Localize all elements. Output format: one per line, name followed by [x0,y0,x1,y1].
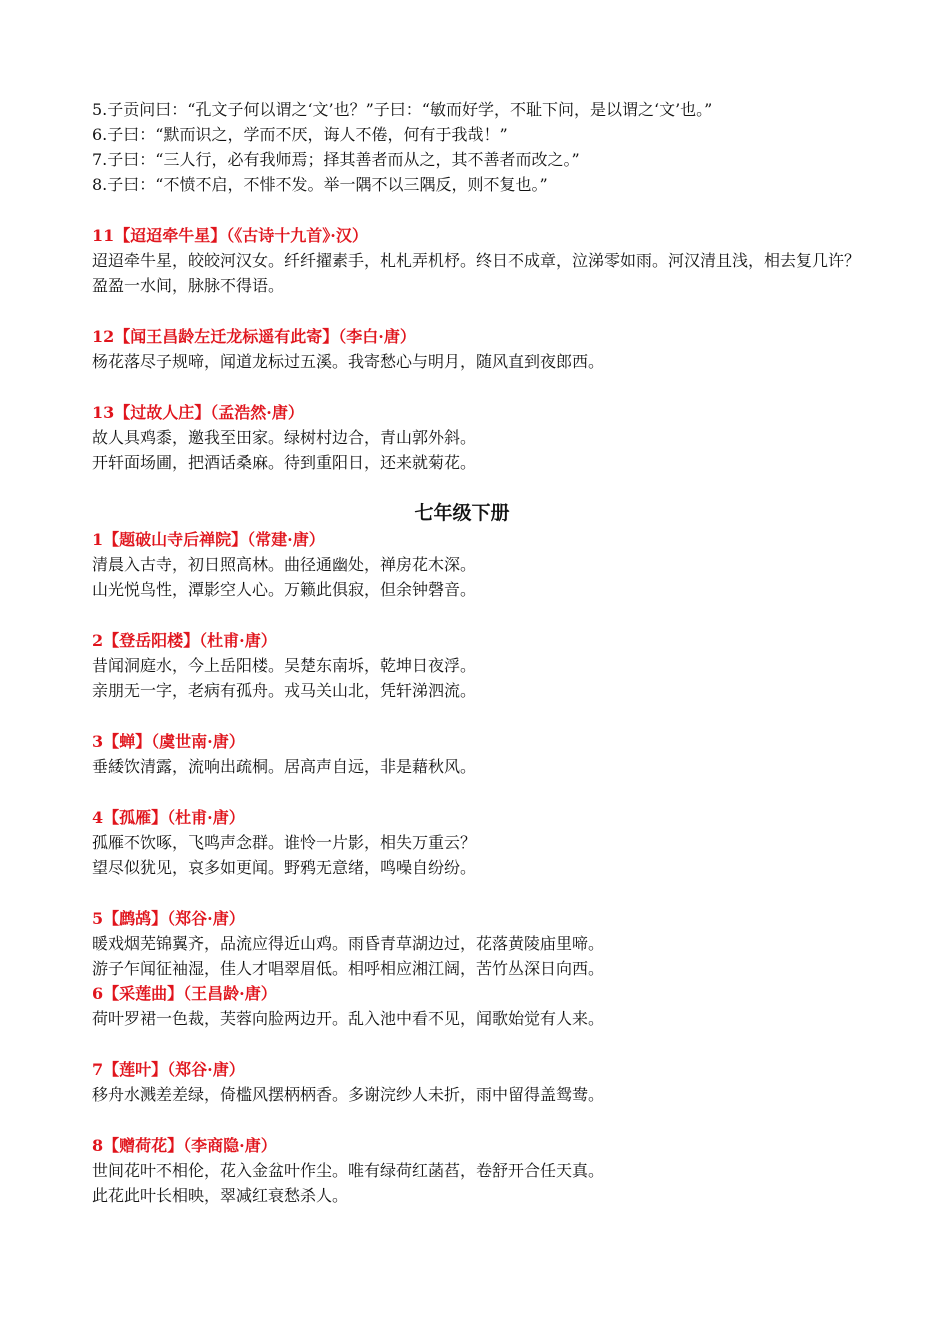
poem-block [92,729,872,779]
poem-block [92,1057,872,1107]
poem-block [92,223,872,298]
analects-line: 8.子曰：“不愤不启，不悱不发。举一隅不以三隅反，则不复也。” [92,175,548,194]
poem-heading: 8【赠荷花】（李商隐·唐） [92,1136,277,1155]
poem-line: 游子乍闻征袖湿，佳人才唱翠眉低。相呼相应湘江阔，苦竹丛深日向西。 [92,959,605,978]
document-page [92,97,872,1208]
analects-line: 6.子曰：“默而识之，学而不厌，诲人不倦，何有于我哉！” [92,125,508,144]
poem-block [92,906,872,981]
poem-line: 迢迢牵牛星，皎皎河汉女。纤纤擢素手，札札弄机杼。终日不成章，泣涕零如雨。河汉清且浅，相去复几许？盈盈一水间，脉脉不得语。 [92,251,861,295]
poem-line: 荷叶罗裙一色裁，芙蓉向脸两边开。乱入池中看不见，闻歌始觉有人来。 [92,1009,605,1028]
poem-line: 世间花叶不相伦，花入金盆叶作尘。唯有绿荷红菡萏，卷舒开合任天真。 [92,1161,605,1180]
poem-line: 清晨入古寺，初日照高林。曲径通幽处，禅房花木深。 [92,555,477,574]
poem-line: 望尽似犹见，哀多如更闻。野鸦无意绪，鸣噪自纷纷。 [92,858,477,877]
analects-line: 5.子贡问曰：“孔文子何以谓之‘文’也？”子曰：“敏而好学，不耻下问，是以谓之‘文’也。” [92,100,713,119]
poem-heading: 7【莲叶】（郑谷·唐） [92,1060,245,1079]
poem-block [92,628,872,703]
poem-heading: 5【鹧鸪】（郑谷·唐） [92,909,245,928]
poem-heading: 11【迢迢牵牛星】（《古诗十九首》·汉） [92,226,368,245]
poem-heading: 3【蝉】（虞世南·唐） [92,732,245,751]
analects-block [92,97,872,197]
poem-line: 开轩面场圃，把酒话桑麻。待到重阳日，还来就菊花。 [92,453,477,472]
poem-block [92,1133,872,1208]
poem-line: 移舟水溅差差绿，倚槛风摆柄柄香。多谢浣纱人未折，雨中留得盖鸳鸯。 [92,1085,605,1104]
poem-heading: 6【采莲曲】（王昌龄·唐） [92,984,277,1003]
poem-heading: 4【孤雁】（杜甫·唐） [92,808,245,827]
poem-block [92,324,872,374]
poem-block [92,981,872,1031]
section-title: 七年级下册 [414,502,510,524]
poem-heading: 2【登岳阳楼】（杜甫·唐） [92,631,277,650]
poem-line: 暖戏烟芜锦翼齐，品流应得近山鸡。雨昏青草湖边过，花落黄陵庙里啼。 [92,934,605,953]
poem-block [92,527,872,602]
poem-line: 亲朋无一字，老病有孤舟。戎马关山北，凭轩涕泗流。 [92,681,477,700]
poem-line: 垂緌饮清露，流响出疏桐。居高声自远，非是藉秋风。 [92,757,477,776]
poem-line: 山光悦鸟性，潭影空人心。万籁此俱寂，但余钟磬音。 [92,580,477,599]
poem-heading: 13【过故人庄】（孟浩然·唐） [92,403,304,422]
poem-block [92,805,872,880]
poem-block [92,400,872,475]
analects-line: 7.子曰：“三人行，必有我师焉；择其善者而从之，其不善者而改之。” [92,150,580,169]
poem-heading: 12【闻王昌龄左迁龙标遥有此寄】（李白·唐） [92,327,416,346]
poem-line: 杨花落尽子规啼，闻道龙标过五溪。我寄愁心与明月，随风直到夜郎西。 [92,352,605,371]
poem-line: 故人具鸡黍，邀我至田家。绿树村边合，青山郭外斜。 [92,428,477,447]
poem-heading: 1【题破山寺后禅院】（常建·唐） [92,530,325,549]
poem-line: 孤雁不饮啄，飞鸣声念群。谁怜一片影，相失万重云？ [92,833,477,852]
poem-line: 昔闻洞庭水，今上岳阳楼。吴楚东南坼，乾坤日夜浮。 [92,656,477,675]
poem-line: 此花此叶长相映，翠减红衰愁杀人。 [92,1186,349,1205]
